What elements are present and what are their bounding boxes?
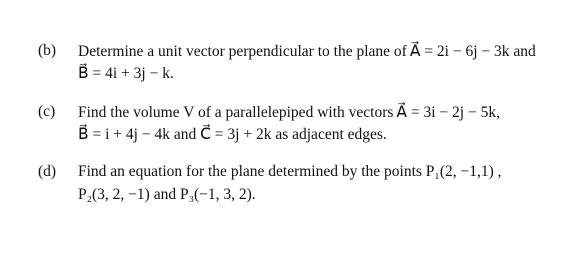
question-d-line-2: P₂(3, 2, −1) and P₃(−1, 3, 2).: [78, 186, 256, 203]
question-c-label: (c): [38, 103, 56, 120]
question-b-line-1: Determine a unit vector perpendicular to the plane of A⃗ = 2i − 6j − 3k and: [78, 43, 536, 60]
question-d-line-1: Find an equation for the plane determined by the points P₁(2, −1,1) ,: [78, 163, 502, 180]
question-b-label: (b): [38, 42, 57, 59]
question-c-line-2: B⃗ = i + 4j − 4k and C⃗ = 3j + 2k as adjacent edges.: [78, 126, 387, 143]
question-c-line-1: Find the volume V of a parallelepiped with vectors A⃗ = 3i − 2j − 5k,: [78, 104, 500, 121]
question-d-label: (d): [38, 163, 57, 180]
question-b-line-2: B⃗ = 4i + 3j − k.: [78, 65, 174, 82]
